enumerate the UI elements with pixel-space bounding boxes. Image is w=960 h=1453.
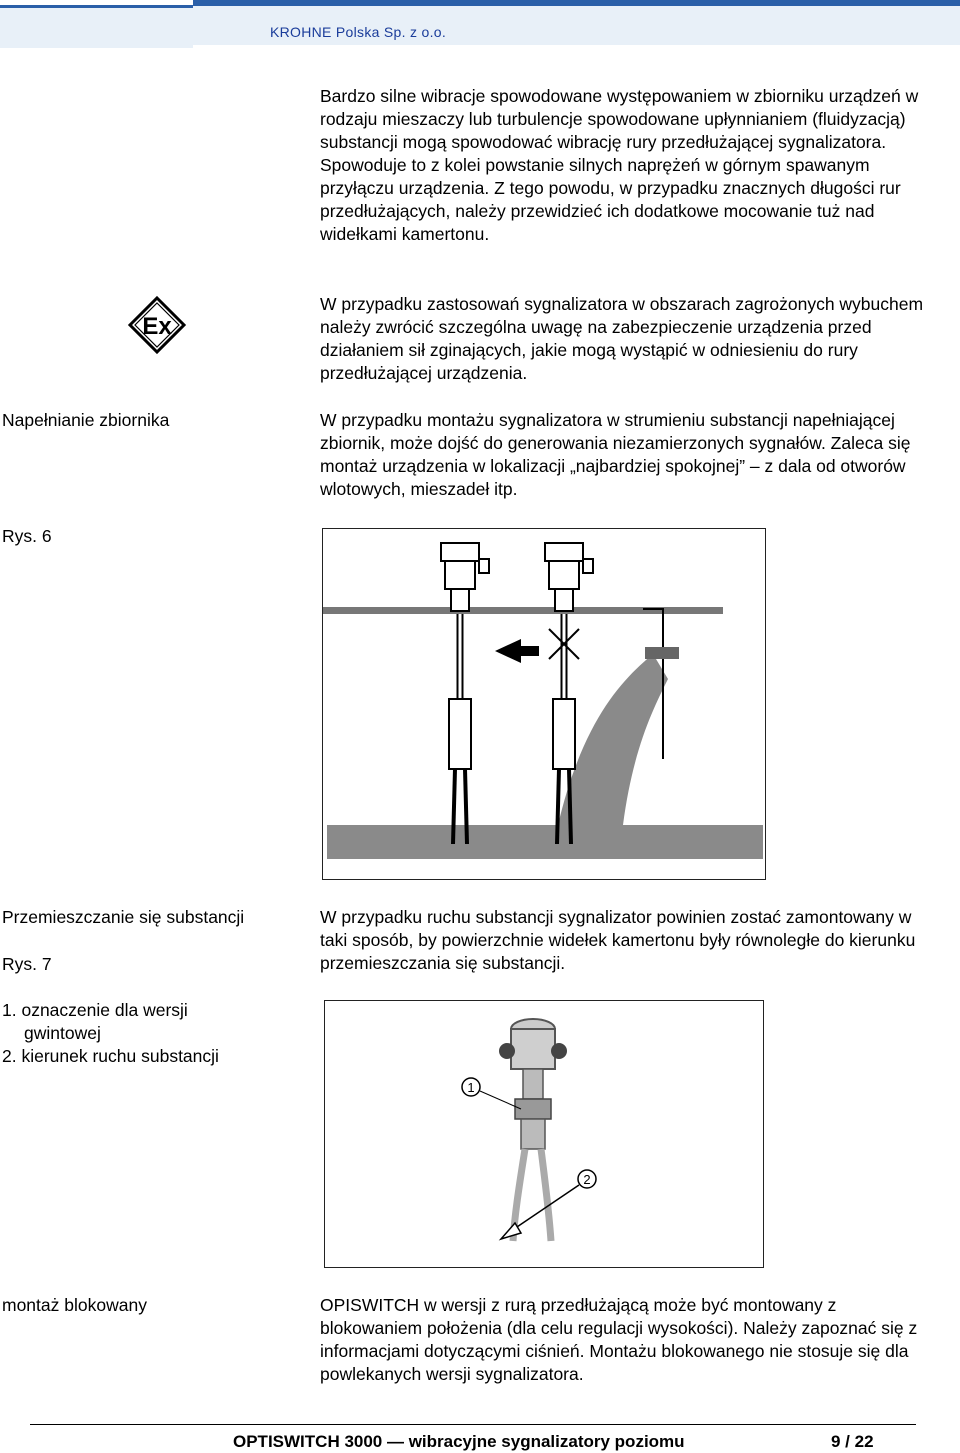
ex-hazard-icon [127, 295, 187, 355]
locked-mount-side-label: montaż blokowany [2, 1295, 147, 1315]
sensor-left [441, 543, 489, 844]
ex-symbol-text: Ex [142, 313, 172, 340]
cable-gland-right [551, 1043, 567, 1059]
legend-item-1: 1. oznaczenie dla wersji [2, 1000, 188, 1020]
figure6-label: Rys. 6 [2, 526, 52, 546]
page-header [0, 0, 960, 48]
footer-title: OPTISWITCH 3000 — wibracyjne sygnalizatory poziomu [233, 1432, 685, 1451]
fork-tine-right [541, 1149, 551, 1241]
header-tab-left [0, 5, 193, 48]
filling-paragraph: W przypadku montażu sygnalizatora w strumieniu substancji napełniającej zbiornik, może dojść do generowania niezamierzonych sygnałów. Zaleca się montaż urządzenia w lokalizacji „najbardziej spokojnej” – z dala od otworów wlotowych, mieszadeł itp. [320, 410, 911, 499]
figure-7-sensor-photo [324, 1000, 764, 1268]
sensor-neck [523, 1069, 543, 1099]
movement-paragraph: W przypadku ruchu substancji sygnalizator powinien zostać zamontowany w taki sposób, by powierzchnie widełek kamertonu były równoległe do kierunku przemieszczania się substancji. [320, 907, 916, 973]
inlet-nozzle [645, 647, 679, 659]
locked-mount-paragraph: OPISWITCH w wersji z rurą przedłużającą może być montowany z blokowaniem położenia (dla celu regulacji wysokości). Należy zapoznać się z informacjami dotyczącymi ciśnień. Montażu blokowanego nie stosuje się dla powlekanych wersji sygnalizatora. [320, 1295, 918, 1384]
company-name: KROHNE Polska Sp. z o.o. [270, 24, 447, 40]
page-number: 9 / 22 [831, 1432, 874, 1451]
explosion-paragraph: W przypadku zastosowań sygnalizatora w obszarach zagrożonych wybuchem należy zwrócić szczególna uwagę na zabezpieczenie urządzenia przed działaniem sił zginających, jakie mogą wystąpić w odniesieniu do rury przedłużającej urządzenia. [320, 294, 924, 383]
move-arrow [495, 639, 539, 663]
movement-side-label: Przemieszczanie się substancji [2, 907, 245, 927]
cable-gland-left [499, 1043, 515, 1059]
sensor-housing [511, 1029, 555, 1069]
legend-item-2: 2. kierunek ruchu substancji [2, 1046, 219, 1066]
filling-side-label: Napełnianie zbiornika [2, 410, 170, 430]
callout-1-text: 1 [467, 1080, 475, 1095]
figure-6-filling-diagram [322, 528, 766, 880]
thread-section [521, 1119, 545, 1149]
legend-item-1-cont: gwintowej [24, 1023, 101, 1043]
vibration-paragraph: Bardzo silne wibracje spowodowane występowaniem w zbiorniku urządzeń w rodzaju mieszaczy lub turbulencje spowodowane upłynnianiem (fluidyzacją) substancji mogą spowodować wibrację rury przedłużającej sygnalizatora. Spowoduje to z kolei powstanie silnych naprężeń w górnym spawanym przyłączu urządzenia. Z tego powodu, w przypadku znacznych długości rur przedłużających, należy przewidzieć ich dodatkowe mocowanie tuż nad widełkami kamertonu. [320, 86, 919, 244]
liquid-surface [327, 825, 763, 859]
footer-rule [30, 1424, 916, 1425]
callout-2-text: 2 [583, 1172, 591, 1187]
figure7-label: Rys. 7 [2, 954, 52, 974]
